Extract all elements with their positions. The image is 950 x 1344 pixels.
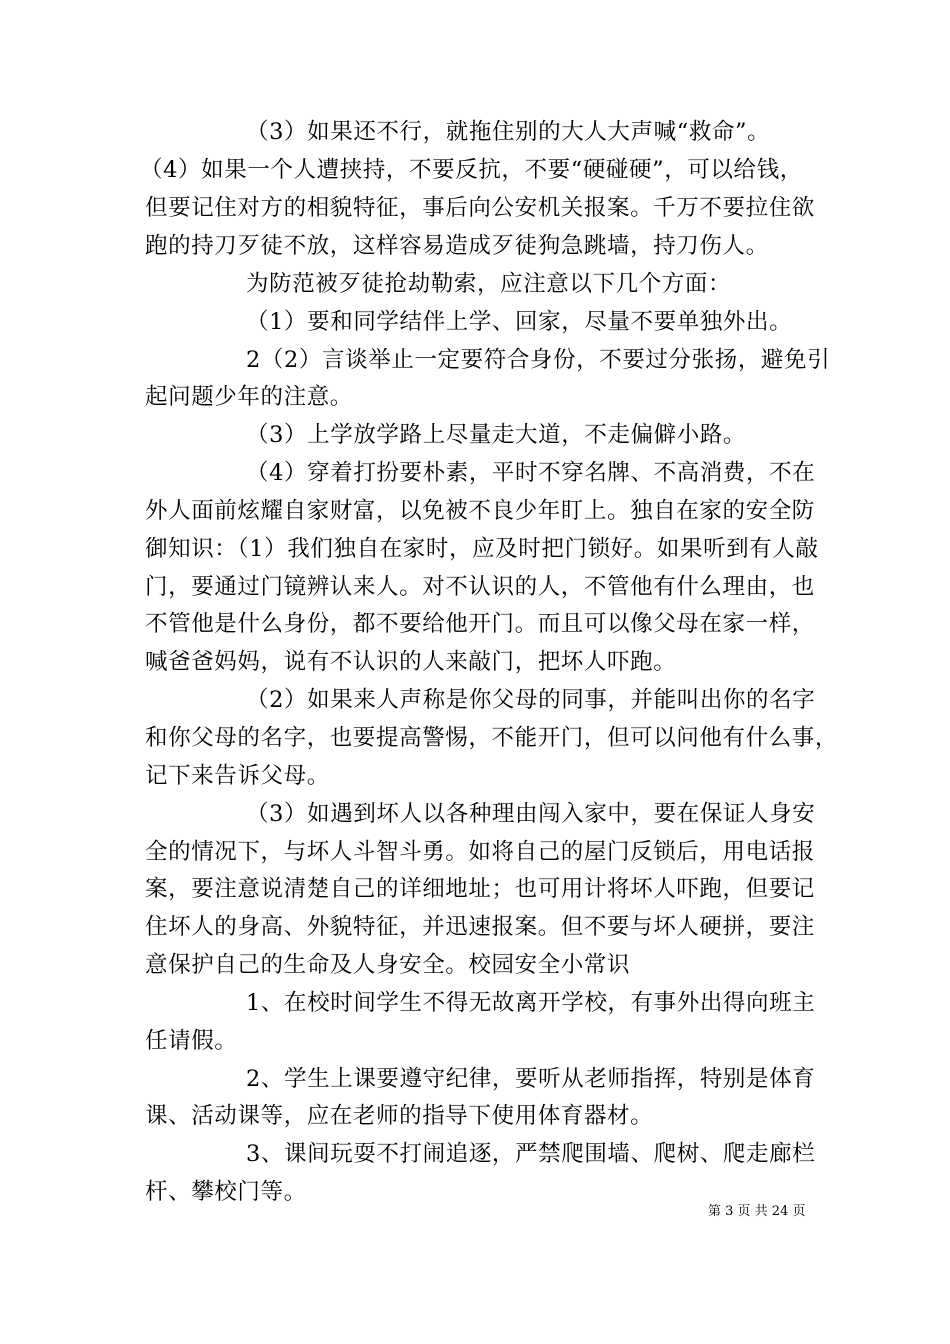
- body-line: 记下来告诉父母。: [145, 763, 330, 789]
- body-line: （3）上学放学路上尽量走大道，不走偏僻小路。: [246, 422, 747, 448]
- body-line: 课、活动课等，应在老师的指导下使用体育器材。: [145, 1103, 654, 1129]
- body-line: 和你父母的名字，也要提高警惕，不能开门，但可以问他有什么事，: [145, 725, 839, 751]
- page-number-footer: 第 3 页 共 24 页: [708, 1204, 806, 1219]
- body-line: （1）要和同学结伴上学、回家，尽量不要单独外出。: [246, 309, 793, 335]
- body-line: 外人面前炫耀自家财富，以免被不良少年盯上。独自在家的安全防: [145, 498, 815, 524]
- body-line: 2、学生上课要遵守纪律，要听从老师指挥，特别是体育: [246, 1066, 816, 1092]
- body-line: 案，要注意说清楚自己的详细地址；也可用计将坏人吓跑，但要记: [145, 876, 815, 902]
- body-line: 意保护自己的生命及人身安全。校园安全小常识: [145, 952, 631, 978]
- body-line: （2）如果来人声称是你父母的同事，并能叫出你的名字: [246, 687, 816, 713]
- body-line: 2（2）言谈举止一定要符合身份，不要过分张扬，避免引: [246, 347, 831, 373]
- body-line: 御知识：（1）我们独自在家时，应及时把门锁好。如果听到有人敲: [145, 536, 819, 562]
- body-line: 住坏人的身高、外貌特征，并迅速报案。但不要与坏人硬拼，要注: [145, 914, 815, 940]
- body-line: 起问题少年的注意。: [145, 384, 353, 410]
- body-line: 门，要通过门镜辨认来人。对不认识的人，不管他有什么理由，也: [145, 574, 815, 600]
- body-line: 任请假。: [145, 1028, 238, 1054]
- body-line: 3、课间玩耍不打闹追逐，严禁爬围墙、爬树、爬走廊栏: [246, 1141, 816, 1167]
- body-line: 喊爸爸妈妈，说有不认识的人来敲门，把坏人吓跑。: [145, 649, 677, 675]
- body-line: （4）穿着打扮要朴素，平时不穿名牌、不高消费，不在: [246, 460, 816, 486]
- body-line: （3）如果还不行，就拖住别的大人大声喊“救命”。: [246, 119, 771, 145]
- body-line: 全的情况下，与坏人斗智斗勇。如将自己的屋门反锁后，用电话报: [145, 839, 815, 865]
- body-line: 1、在校时间学生不得无故离开学校，有事外出得向班主: [246, 990, 816, 1016]
- body-line: 杆、攀校门等。: [145, 1179, 307, 1205]
- body-line: 跑的持刀歹徒不放，这样容易造成歹徒狗急跳墙，持刀伤人。: [145, 233, 769, 259]
- body-line: 但要记住对方的相貌特征，事后向公安机关报案。千万不要拉住欲: [145, 195, 815, 221]
- body-line: （3）如遇到坏人以各种理由闯入家中，要在保证人身安: [246, 801, 816, 827]
- body-line: 不管他是什么身份，都不要给他开门。而且可以像父母在家一样，: [145, 611, 815, 637]
- body-line: 为防范被歹徒抢劫勒索，应注意以下几个方面：: [246, 271, 732, 297]
- body-line: （4）如果一个人遭挟持，不要反抗，不要“硬碰硬”，可以给钱，: [140, 157, 803, 183]
